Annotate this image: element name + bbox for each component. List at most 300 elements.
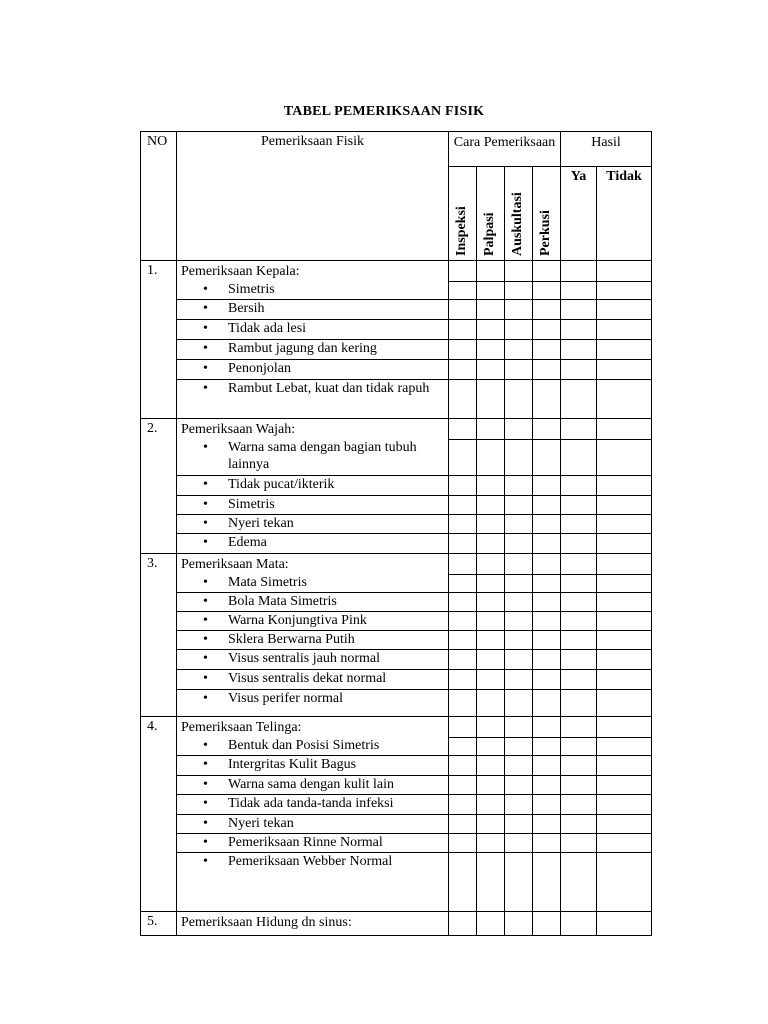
item-text: Penonjolan xyxy=(228,361,291,376)
check-cell-inspeksi[interactable] xyxy=(449,756,477,776)
list-item xyxy=(177,320,449,340)
check-cell-perkusi[interactable] xyxy=(533,912,561,936)
bullet-icon: • xyxy=(203,835,208,850)
check-cell-ya[interactable] xyxy=(561,261,597,282)
check-cell-palpasi[interactable] xyxy=(477,717,505,738)
table-row xyxy=(141,360,652,380)
item-text: Visus perifer normal xyxy=(228,691,344,706)
check-cell-auskultasi[interactable] xyxy=(505,650,533,670)
check-cell-auskultasi[interactable] xyxy=(505,834,533,853)
bullet-icon: • xyxy=(203,854,208,869)
check-cell-inspeksi[interactable] xyxy=(449,496,477,515)
item-text: Rambut Lebat, kuat dan tidak rapuh xyxy=(228,381,430,396)
header-pemeriksaan: Pemeriksaan Fisik xyxy=(177,132,449,261)
method-label: Palpasi xyxy=(481,212,497,256)
check-cell-palpasi[interactable] xyxy=(477,593,505,612)
check-cell-ya[interactable] xyxy=(561,670,597,690)
check-cell-inspeksi[interactable] xyxy=(449,360,477,380)
bullet-icon: • xyxy=(203,361,208,376)
list-item xyxy=(177,593,449,612)
check-cell-palpasi[interactable] xyxy=(477,690,505,717)
check-cell-auskultasi[interactable] xyxy=(505,631,533,650)
item-text: Tidak ada lesi xyxy=(228,321,307,336)
list-item xyxy=(177,496,449,515)
check-cell-tidak[interactable] xyxy=(597,261,652,282)
check-cell-ya[interactable] xyxy=(561,534,597,554)
list-item xyxy=(177,690,449,717)
check-cell-ya[interactable] xyxy=(561,554,597,575)
check-cell-palpasi[interactable] xyxy=(477,776,505,795)
header-row-1 xyxy=(141,132,652,167)
check-cell-auskultasi[interactable] xyxy=(505,670,533,690)
check-cell-inspeksi[interactable] xyxy=(449,650,477,670)
item-text: Bola Mata Simetris xyxy=(228,594,337,609)
method-label: Perkusi xyxy=(537,210,553,256)
check-cell-perkusi[interactable] xyxy=(533,515,561,534)
check-cell-palpasi[interactable] xyxy=(477,380,505,419)
check-cell-palpasi[interactable] xyxy=(477,439,505,476)
check-cell-palpasi[interactable] xyxy=(477,912,505,936)
check-cell-tidak[interactable] xyxy=(597,439,652,476)
check-cell-perkusi[interactable] xyxy=(533,690,561,717)
table-row xyxy=(141,574,652,593)
check-cell-tidak[interactable] xyxy=(597,496,652,515)
check-cell-inspeksi[interactable] xyxy=(449,380,477,419)
method-label: Inspeksi xyxy=(453,206,469,256)
check-cell-ya[interactable] xyxy=(561,912,597,936)
check-cell-auskultasi[interactable] xyxy=(505,476,533,496)
table-row xyxy=(141,776,652,795)
item-text: Warna Konjungtiva Pink xyxy=(228,613,367,628)
list-item xyxy=(177,776,449,795)
check-cell-inspeksi[interactable] xyxy=(449,912,477,936)
check-cell-ya[interactable] xyxy=(561,776,597,795)
check-cell-tidak[interactable] xyxy=(597,360,652,380)
list-item xyxy=(177,795,449,815)
table-row xyxy=(141,834,652,853)
bullet-icon: • xyxy=(203,497,208,512)
section-title: Pemeriksaan Kepala: xyxy=(177,261,449,282)
check-cell-inspeksi[interactable] xyxy=(449,670,477,690)
check-cell-perkusi[interactable] xyxy=(533,534,561,554)
list-item xyxy=(177,340,449,360)
section-row xyxy=(141,717,652,738)
header-cara-pemeriksaan: Cara Pemeriksaan xyxy=(449,132,561,167)
check-cell-perkusi[interactable] xyxy=(533,496,561,515)
check-cell-palpasi[interactable] xyxy=(477,834,505,853)
check-cell-auskultasi[interactable] xyxy=(505,776,533,795)
check-cell-perkusi[interactable] xyxy=(533,380,561,419)
page-title: TABEL PEMERIKSAAN FISIK xyxy=(283,104,485,119)
check-cell-tidak[interactable] xyxy=(597,612,652,631)
header-hasil: Hasil xyxy=(561,132,652,167)
check-cell-tidak[interactable] xyxy=(597,593,652,612)
header-method-inspeksi xyxy=(449,167,477,261)
check-cell-auskultasi[interactable] xyxy=(505,612,533,631)
check-cell-tidak[interactable] xyxy=(597,631,652,650)
check-cell-auskultasi[interactable] xyxy=(505,756,533,776)
list-item xyxy=(177,612,449,631)
item-text: Visus sentralis jauh normal xyxy=(228,651,380,666)
check-cell-tidak[interactable] xyxy=(597,737,652,756)
list-item xyxy=(177,853,449,912)
check-cell-tidak[interactable] xyxy=(597,650,652,670)
bullet-icon: • xyxy=(203,613,208,628)
check-cell-auskultasi[interactable] xyxy=(505,690,533,717)
check-cell-inspeksi[interactable] xyxy=(449,737,477,756)
check-cell-inspeksi[interactable] xyxy=(449,834,477,853)
check-cell-ya[interactable] xyxy=(561,496,597,515)
check-cell-auskultasi[interactable] xyxy=(505,380,533,419)
check-cell-perkusi[interactable] xyxy=(533,281,561,300)
table-row xyxy=(141,612,652,631)
check-cell-ya[interactable] xyxy=(561,340,597,360)
item-text: Simetris xyxy=(228,282,275,297)
check-cell-auskultasi[interactable] xyxy=(505,574,533,593)
check-cell-palpasi[interactable] xyxy=(477,496,505,515)
table-row xyxy=(141,320,652,340)
item-text: Warna sama dengan bagian tubuh lainnya xyxy=(228,440,417,472)
list-item xyxy=(177,380,449,419)
check-cell-tidak[interactable] xyxy=(597,476,652,496)
check-cell-palpasi[interactable] xyxy=(477,300,505,320)
check-cell-auskultasi[interactable] xyxy=(505,912,533,936)
section-number: 4. xyxy=(141,717,177,912)
check-cell-perkusi[interactable] xyxy=(533,476,561,496)
table-row xyxy=(141,815,652,834)
section-number: 2. xyxy=(141,419,177,554)
check-cell-tidak[interactable] xyxy=(597,534,652,554)
check-cell-tidak[interactable] xyxy=(597,574,652,593)
check-cell-inspeksi[interactable] xyxy=(449,515,477,534)
check-cell-inspeksi[interactable] xyxy=(449,776,477,795)
bullet-icon: • xyxy=(203,691,208,706)
header-tidak: Tidak xyxy=(597,167,652,261)
header-method-palpasi xyxy=(477,167,505,261)
list-item xyxy=(177,534,449,554)
table-row xyxy=(141,281,652,300)
check-cell-inspeksi[interactable] xyxy=(449,795,477,815)
item-text: Nyeri tekan xyxy=(228,816,294,831)
header-ya: Ya xyxy=(561,167,597,261)
check-cell-tidak[interactable] xyxy=(597,281,652,300)
section-number: 5. xyxy=(141,912,177,936)
check-cell-palpasi[interactable] xyxy=(477,554,505,575)
check-cell-perkusi[interactable] xyxy=(533,815,561,834)
check-cell-ya[interactable] xyxy=(561,476,597,496)
list-item xyxy=(177,756,449,776)
check-cell-perkusi[interactable] xyxy=(533,593,561,612)
check-cell-perkusi[interactable] xyxy=(533,612,561,631)
item-text: Tidak pucat/ikterik xyxy=(228,477,335,492)
table-row xyxy=(141,380,652,419)
check-cell-perkusi[interactable] xyxy=(533,756,561,776)
item-text: Warna sama dengan kulit lain xyxy=(228,777,395,792)
check-cell-ya[interactable] xyxy=(561,320,597,340)
check-cell-auskultasi[interactable] xyxy=(505,717,533,738)
list-item xyxy=(177,670,449,690)
check-cell-auskultasi[interactable] xyxy=(505,281,533,300)
check-cell-perkusi[interactable] xyxy=(533,340,561,360)
check-cell-auskultasi[interactable] xyxy=(505,815,533,834)
item-text: Visus sentralis dekat normal xyxy=(228,671,387,686)
check-cell-perkusi[interactable] xyxy=(533,574,561,593)
check-cell-inspeksi[interactable] xyxy=(449,261,477,282)
bullet-icon: • xyxy=(203,777,208,792)
bullet-icon: • xyxy=(203,594,208,609)
check-cell-tidak[interactable] xyxy=(597,380,652,419)
check-cell-inspeksi[interactable] xyxy=(449,631,477,650)
check-cell-auskultasi[interactable] xyxy=(505,515,533,534)
check-cell-perkusi[interactable] xyxy=(533,439,561,476)
bullet-icon: • xyxy=(203,321,208,336)
table-row xyxy=(141,340,652,360)
check-cell-palpasi[interactable] xyxy=(477,737,505,756)
list-item xyxy=(177,834,449,853)
check-cell-ya[interactable] xyxy=(561,690,597,717)
bullet-icon: • xyxy=(203,282,208,297)
item-text: Rambut jagung dan kering xyxy=(228,341,377,356)
table-row xyxy=(141,476,652,496)
check-cell-inspeksi[interactable] xyxy=(449,612,477,631)
item-text: Intergritas Kulit Bagus xyxy=(228,757,357,772)
bullet-icon: • xyxy=(203,440,208,455)
check-cell-inspeksi[interactable] xyxy=(449,534,477,554)
check-cell-tidak[interactable] xyxy=(597,340,652,360)
item-text: Nyeri tekan xyxy=(228,516,294,531)
table-row xyxy=(141,795,652,815)
check-cell-auskultasi[interactable] xyxy=(505,853,533,912)
list-item xyxy=(177,515,449,534)
check-cell-tidak[interactable] xyxy=(597,515,652,534)
method-label: Auskultasi xyxy=(509,192,525,256)
check-cell-perkusi[interactable] xyxy=(533,650,561,670)
check-cell-perkusi[interactable] xyxy=(533,853,561,912)
bullet-icon: • xyxy=(203,535,208,550)
check-cell-inspeksi[interactable] xyxy=(449,815,477,834)
list-item xyxy=(177,281,449,300)
check-cell-palpasi[interactable] xyxy=(477,574,505,593)
check-cell-inspeksi[interactable] xyxy=(449,340,477,360)
check-cell-ya[interactable] xyxy=(561,380,597,419)
section-title: Pemeriksaan Wajah: xyxy=(177,419,449,440)
check-cell-palpasi[interactable] xyxy=(477,360,505,380)
list-item xyxy=(177,650,449,670)
check-cell-ya[interactable] xyxy=(561,853,597,912)
check-cell-perkusi[interactable] xyxy=(533,419,561,440)
check-cell-perkusi[interactable] xyxy=(533,795,561,815)
list-item xyxy=(177,737,449,756)
check-cell-perkusi[interactable] xyxy=(533,300,561,320)
check-cell-ya[interactable] xyxy=(561,281,597,300)
item-text: Edema xyxy=(228,535,267,550)
check-cell-auskultasi[interactable] xyxy=(505,737,533,756)
check-cell-perkusi[interactable] xyxy=(533,631,561,650)
check-cell-inspeksi[interactable] xyxy=(449,690,477,717)
header-method-perkusi xyxy=(533,167,561,261)
check-cell-tidak[interactable] xyxy=(597,776,652,795)
check-cell-palpasi[interactable] xyxy=(477,650,505,670)
check-cell-tidak[interactable] xyxy=(597,690,652,717)
section-number: 1. xyxy=(141,261,177,419)
check-cell-inspeksi[interactable] xyxy=(449,853,477,912)
check-cell-inspeksi[interactable] xyxy=(449,574,477,593)
check-cell-auskultasi[interactable] xyxy=(505,340,533,360)
list-item xyxy=(177,439,449,476)
check-cell-auskultasi[interactable] xyxy=(505,300,533,320)
check-cell-perkusi[interactable] xyxy=(533,776,561,795)
item-text: Pemeriksaan Webber Normal xyxy=(228,854,393,869)
check-cell-auskultasi[interactable] xyxy=(505,439,533,476)
check-cell-tidak[interactable] xyxy=(597,912,652,936)
check-cell-palpasi[interactable] xyxy=(477,320,505,340)
table-row xyxy=(141,650,652,670)
check-cell-auskultasi[interactable] xyxy=(505,554,533,575)
check-cell-inspeksi[interactable] xyxy=(449,300,477,320)
check-cell-ya[interactable] xyxy=(561,515,597,534)
check-cell-ya[interactable] xyxy=(561,717,597,738)
check-cell-auskultasi[interactable] xyxy=(505,320,533,340)
check-cell-perkusi[interactable] xyxy=(533,320,561,340)
check-cell-palpasi[interactable] xyxy=(477,670,505,690)
bullet-icon: • xyxy=(203,671,208,686)
check-cell-palpasi[interactable] xyxy=(477,476,505,496)
section-title: Pemeriksaan Telinga: xyxy=(177,717,449,738)
table-row xyxy=(141,496,652,515)
bullet-icon: • xyxy=(203,575,208,590)
check-cell-tidak[interactable] xyxy=(597,554,652,575)
check-cell-ya[interactable] xyxy=(561,593,597,612)
check-cell-tidak[interactable] xyxy=(597,670,652,690)
check-cell-perkusi[interactable] xyxy=(533,717,561,738)
item-text: Simetris xyxy=(228,497,275,512)
section-title: Pemeriksaan Hidung dn sinus: xyxy=(177,912,449,936)
bullet-icon: • xyxy=(203,757,208,772)
check-cell-palpasi[interactable] xyxy=(477,419,505,440)
section-row xyxy=(141,912,652,936)
item-text: Sklera Berwarna Putih xyxy=(228,632,355,647)
check-cell-inspeksi[interactable] xyxy=(449,476,477,496)
table-row xyxy=(141,690,652,717)
item-text: Tidak ada tanda-tanda infeksi xyxy=(228,796,394,811)
check-cell-palpasi[interactable] xyxy=(477,515,505,534)
check-cell-ya[interactable] xyxy=(561,439,597,476)
check-cell-perkusi[interactable] xyxy=(533,261,561,282)
check-cell-tidak[interactable] xyxy=(597,795,652,815)
check-cell-palpasi[interactable] xyxy=(477,815,505,834)
list-item xyxy=(177,360,449,380)
check-cell-ya[interactable] xyxy=(561,737,597,756)
header-method-auskultasi xyxy=(505,167,533,261)
check-cell-ya[interactable] xyxy=(561,756,597,776)
table-row xyxy=(141,737,652,756)
check-cell-tidak[interactable] xyxy=(597,756,652,776)
table-row xyxy=(141,593,652,612)
check-cell-inspeksi[interactable] xyxy=(449,717,477,738)
check-cell-palpasi[interactable] xyxy=(477,795,505,815)
check-cell-tidak[interactable] xyxy=(597,834,652,853)
check-cell-perkusi[interactable] xyxy=(533,737,561,756)
check-cell-ya[interactable] xyxy=(561,631,597,650)
check-cell-palpasi[interactable] xyxy=(477,281,505,300)
check-cell-inspeksi[interactable] xyxy=(449,419,477,440)
bullet-icon: • xyxy=(203,796,208,811)
check-cell-auskultasi[interactable] xyxy=(505,795,533,815)
list-item xyxy=(177,631,449,650)
check-cell-inspeksi[interactable] xyxy=(449,554,477,575)
check-cell-palpasi[interactable] xyxy=(477,534,505,554)
check-cell-perkusi[interactable] xyxy=(533,670,561,690)
bullet-icon: • xyxy=(203,341,208,356)
check-cell-ya[interactable] xyxy=(561,360,597,380)
check-cell-ya[interactable] xyxy=(561,834,597,853)
item-text: Mata Simetris xyxy=(228,575,307,590)
check-cell-perkusi[interactable] xyxy=(533,834,561,853)
check-cell-auskultasi[interactable] xyxy=(505,496,533,515)
table-row xyxy=(141,300,652,320)
check-cell-ya[interactable] xyxy=(561,612,597,631)
table-row xyxy=(141,631,652,650)
check-cell-tidak[interactable] xyxy=(597,320,652,340)
examination-table xyxy=(140,131,652,936)
check-cell-auskultasi[interactable] xyxy=(505,593,533,612)
check-cell-auskultasi[interactable] xyxy=(505,261,533,282)
table-row xyxy=(141,534,652,554)
check-cell-tidak[interactable] xyxy=(597,815,652,834)
list-item xyxy=(177,476,449,496)
check-cell-ya[interactable] xyxy=(561,419,597,440)
check-cell-auskultasi[interactable] xyxy=(505,419,533,440)
check-cell-palpasi[interactable] xyxy=(477,631,505,650)
check-cell-ya[interactable] xyxy=(561,574,597,593)
table-row xyxy=(141,756,652,776)
check-cell-inspeksi[interactable] xyxy=(449,320,477,340)
check-cell-ya[interactable] xyxy=(561,650,597,670)
check-cell-tidak[interactable] xyxy=(597,300,652,320)
check-cell-ya[interactable] xyxy=(561,815,597,834)
check-cell-perkusi[interactable] xyxy=(533,360,561,380)
check-cell-tidak[interactable] xyxy=(597,853,652,912)
item-text: Bentuk dan Posisi Simetris xyxy=(228,738,380,753)
bullet-icon: • xyxy=(203,816,208,831)
check-cell-palpasi[interactable] xyxy=(477,756,505,776)
bullet-icon: • xyxy=(203,651,208,666)
section-row xyxy=(141,419,652,440)
check-cell-inspeksi[interactable] xyxy=(449,593,477,612)
table-row xyxy=(141,670,652,690)
check-cell-ya[interactable] xyxy=(561,300,597,320)
check-cell-ya[interactable] xyxy=(561,795,597,815)
check-cell-palpasi[interactable] xyxy=(477,340,505,360)
check-cell-palpasi[interactable] xyxy=(477,261,505,282)
table-row xyxy=(141,853,652,912)
check-cell-perkusi[interactable] xyxy=(533,554,561,575)
check-cell-auskultasi[interactable] xyxy=(505,360,533,380)
check-cell-tidak[interactable] xyxy=(597,717,652,738)
check-cell-inspeksi[interactable] xyxy=(449,439,477,476)
section-number: 3. xyxy=(141,554,177,717)
check-cell-auskultasi[interactable] xyxy=(505,534,533,554)
table-row xyxy=(141,439,652,476)
check-cell-tidak[interactable] xyxy=(597,419,652,440)
list-item xyxy=(177,815,449,834)
check-cell-inspeksi[interactable] xyxy=(449,281,477,300)
item-text: Pemeriksaan Rinne Normal xyxy=(228,835,383,850)
check-cell-palpasi[interactable] xyxy=(477,612,505,631)
bullet-icon: • xyxy=(203,477,208,492)
bullet-icon: • xyxy=(203,381,208,396)
check-cell-palpasi[interactable] xyxy=(477,853,505,912)
